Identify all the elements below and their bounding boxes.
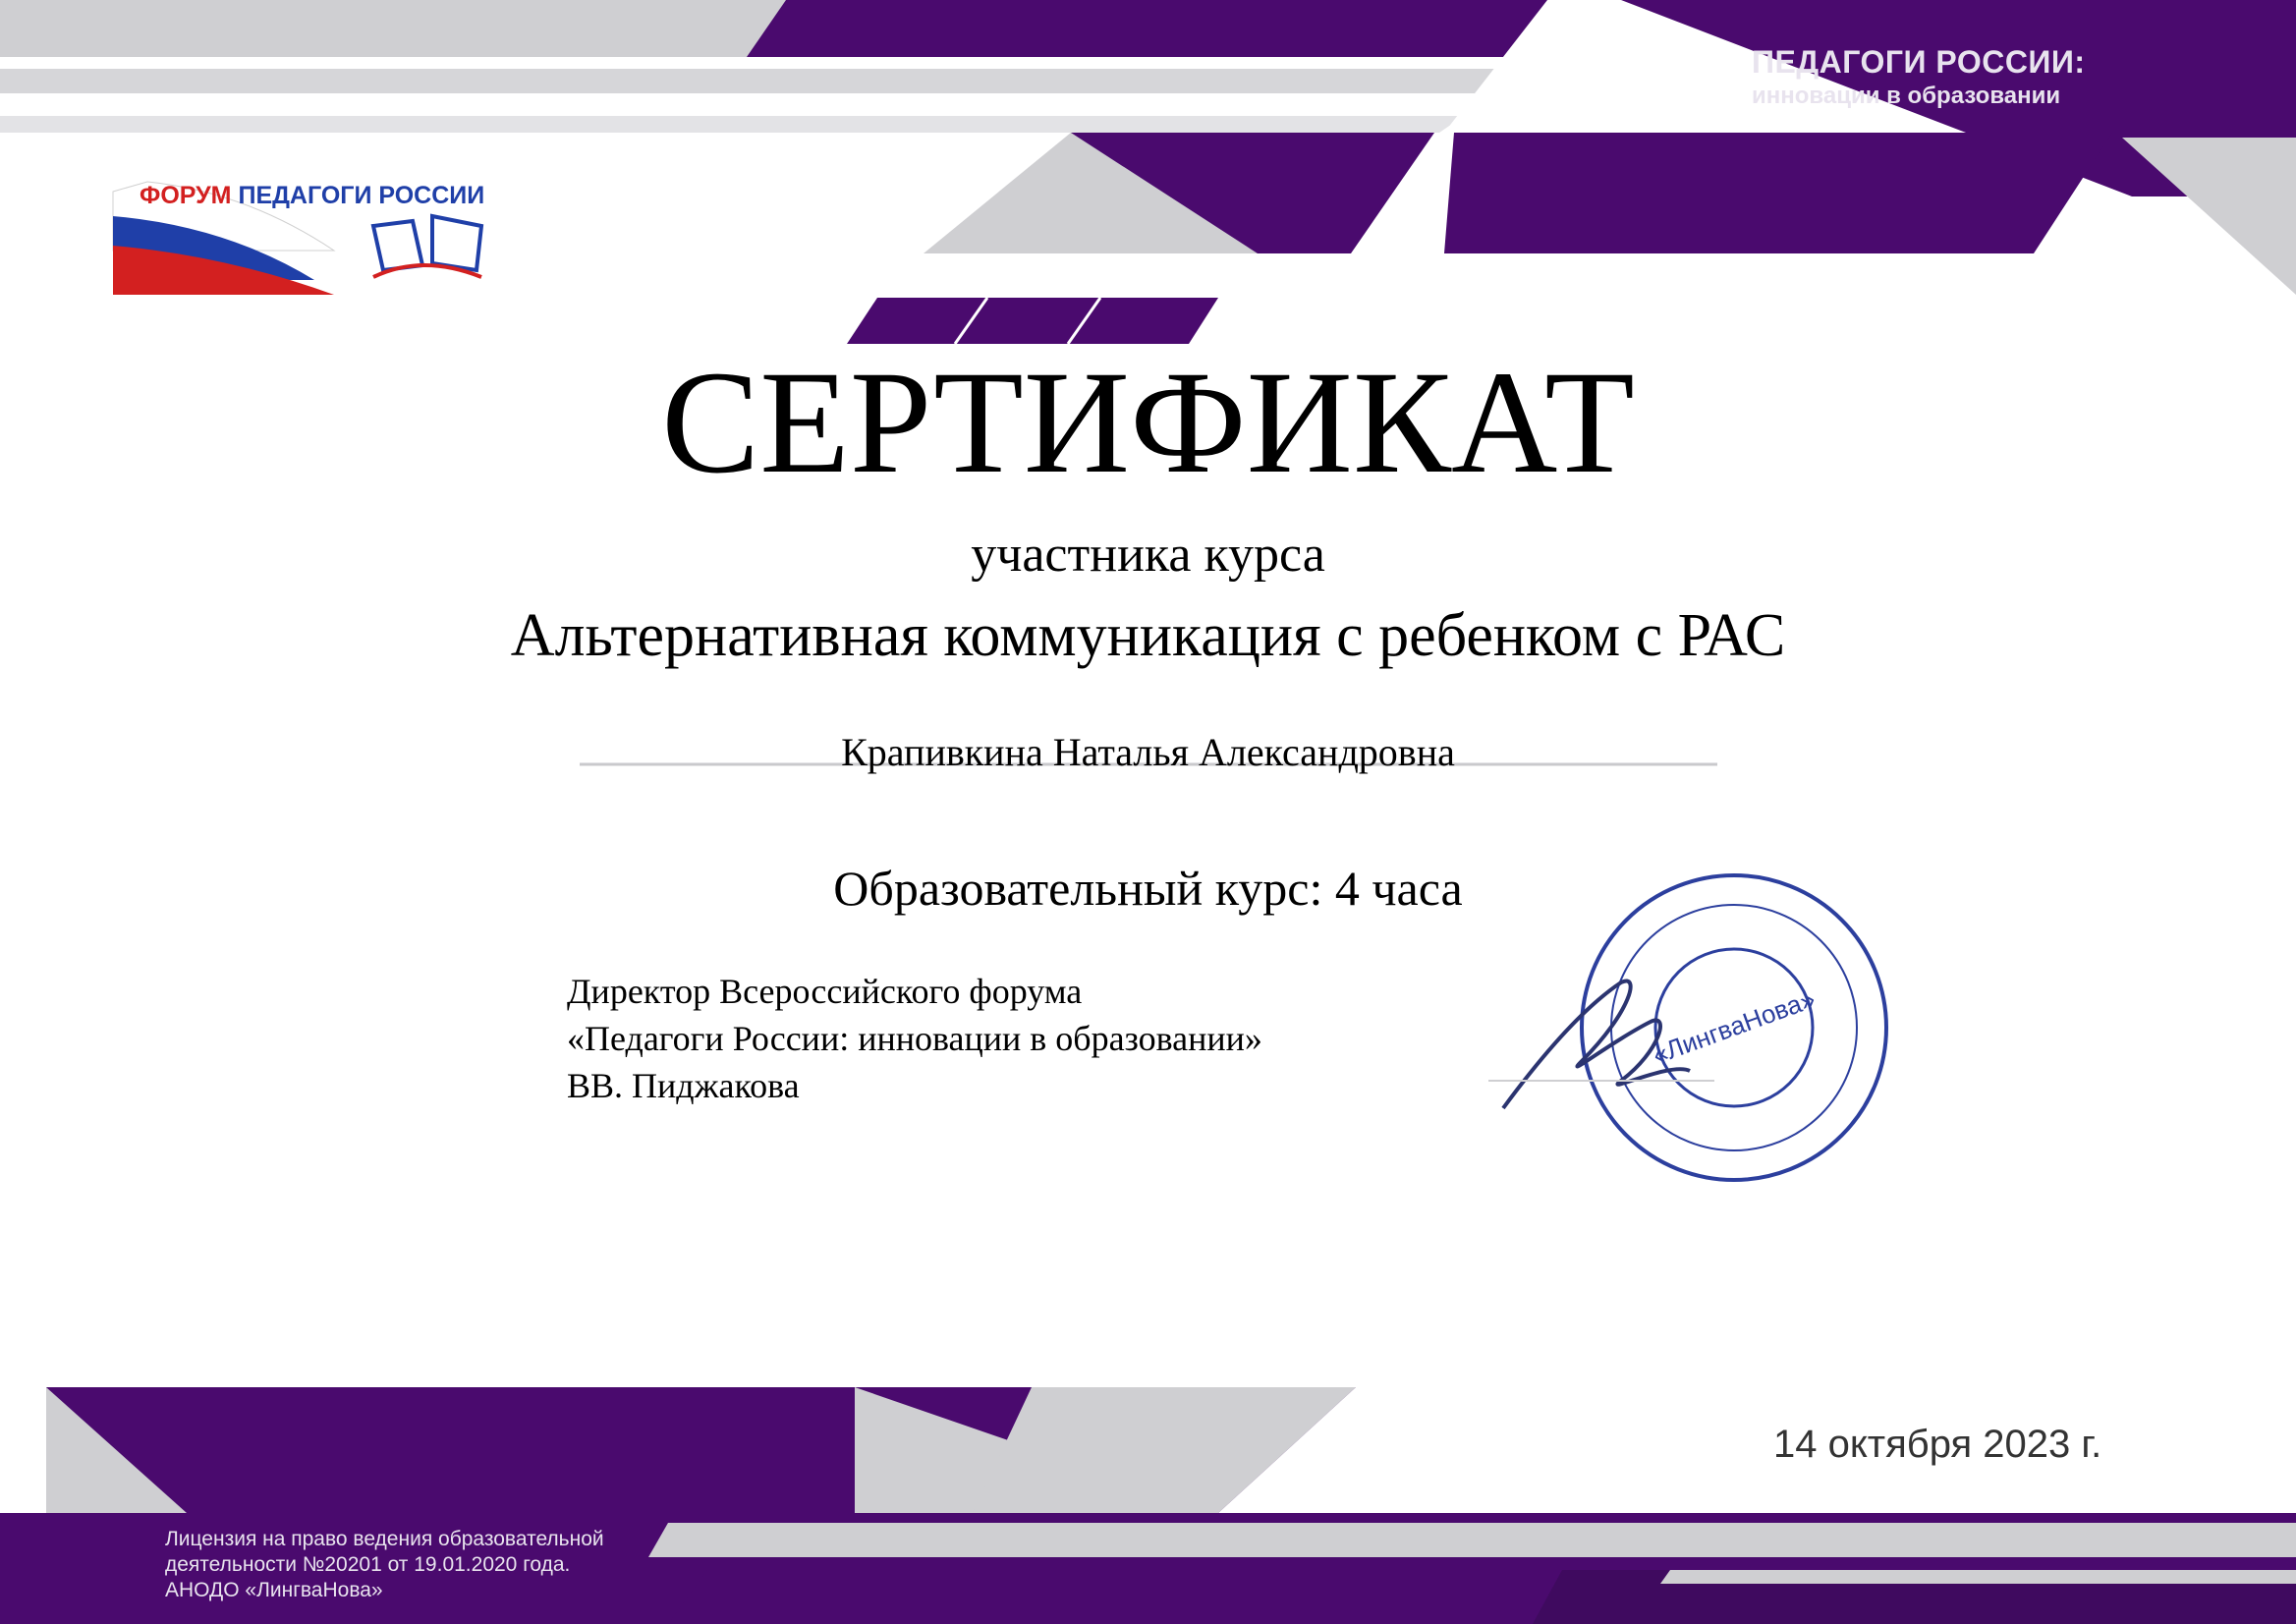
- certificate-title: СЕРТИФИКАТ: [661, 341, 1635, 504]
- course-hours: Образовательный курс: 4 часа: [833, 861, 1463, 916]
- signatory-line-1: Директор Всероссийского форума: [567, 972, 1083, 1011]
- license-line-2: деятельности №20201 от 19.01.2020 года.: [165, 1553, 571, 1576]
- signatory-name: ВВ. Пиджакова: [567, 1066, 800, 1105]
- license-line-3: АНОДО «ЛингваНова»: [165, 1579, 383, 1601]
- svg-text:«ЛингваНова»: «ЛингваНова»: [1648, 983, 1820, 1070]
- license-line-1: Лицензия на право ведения образовательной: [165, 1528, 604, 1550]
- stamp-seal: [1582, 875, 1886, 1180]
- certificate-subtitle: участника курса: [971, 527, 1325, 583]
- recipient-name: Крапивкина Наталья Александровна: [841, 730, 1455, 774]
- course-name: Альтернативная коммуникация с ребенком с РАС: [510, 602, 1786, 669]
- signatory-line-2: «Педагоги России: инновации в образовании»: [567, 1019, 1262, 1058]
- issue-date: 14 октября 2023 г.: [1773, 1423, 2102, 1466]
- brand-title: ПЕДАГОГИ РОССИИ:: [1752, 44, 2086, 80]
- logo-forum-text: ФОРУМ ПЕДАГОГИ РОССИИ: [140, 182, 485, 209]
- brand-subtitle: инновации в образовании: [1752, 83, 2061, 109]
